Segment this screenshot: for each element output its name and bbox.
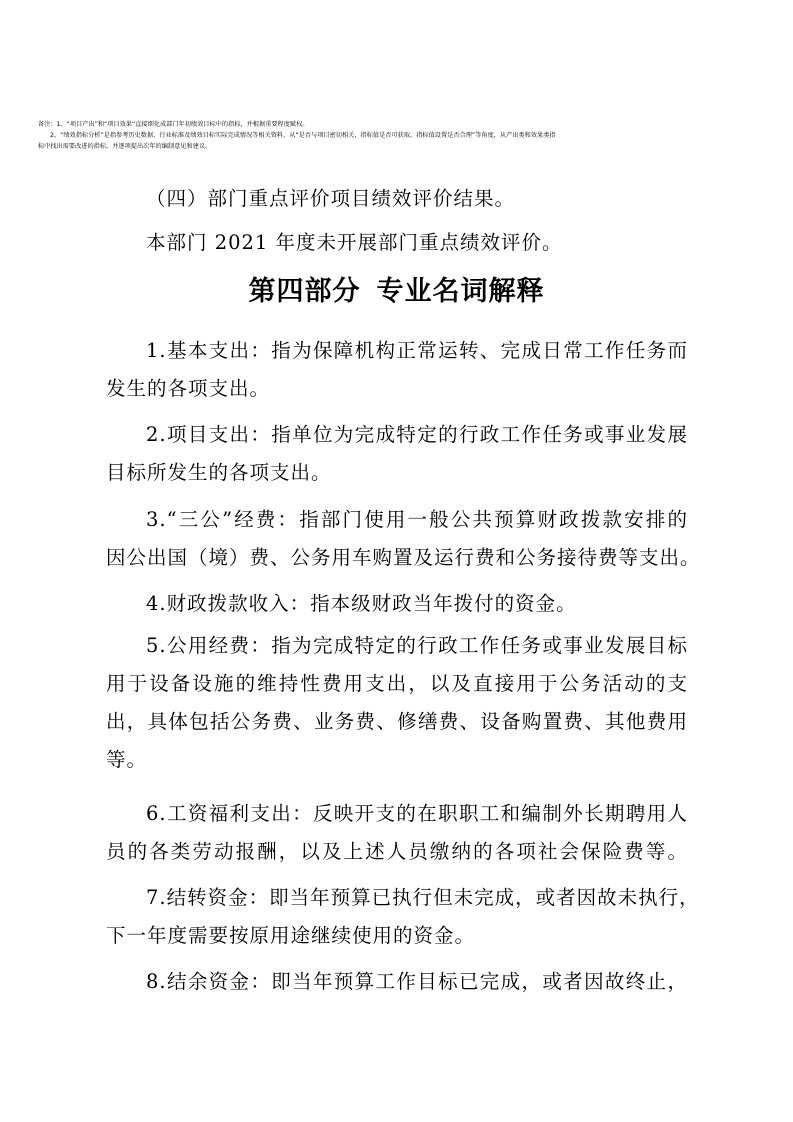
- term-5-line-3: 出，具体包括公务费、业务费、修缮费、设备购置费、其他费用: [106, 710, 688, 733]
- term-5-line-4: 等。: [106, 748, 148, 771]
- footnote-line-3: 标中找出需要改进的指标，并逐项提出次年的编制意见和建议。: [38, 143, 212, 150]
- term-1-line-2: 发生的各项支出。: [106, 377, 271, 400]
- section-text: 本部门 2021 年度未开展部门重点绩效评价。: [146, 231, 563, 254]
- term-3-line-1: 3.“三公”经费：指部门使用一般公共预算财政拨款安排的: [146, 508, 688, 531]
- term-7-line-2: 下一年度需要按原用途继续使用的资金。: [106, 924, 476, 947]
- term-5-line-1: 5.公用经费：指为完成特定的行政工作任务或事业发展目标: [146, 634, 688, 657]
- footnote-line-2: 2、“绩效指标分析”是指参考历史数据、行业标准及绩效目标实际完成情况等相关资料，从“是否与项目密切相关，指标值是否可获取，指标值设置是否合理”等角度，从产出类和效果类指: [50, 132, 556, 139]
- term-2-line-2: 目标所发生的各项支出。: [106, 461, 332, 484]
- term-6-line-2: 员的各类劳动报酬，以及上述人员缴纳的各项社会保险费等。: [106, 840, 688, 863]
- term-5-line-2: 用于设备设施的维持性费用支出，以及直接用于公务活动的支: [106, 672, 688, 695]
- term-3-line-2: 因公出国（境）费、公务用车购置及运行费和公务接待费等支出。: [106, 546, 701, 569]
- part-title: [0, 274, 793, 310]
- term-4-line-1: 4.财政拨款收入：指本级财政当年拨付的资金。: [146, 592, 577, 615]
- term-6-line-1: 6.工资福利支出：反映开支的在职职工和编制外长期聘用人: [146, 802, 688, 825]
- footnote-line-1: 备注：1、“项目产出”和“项目效果”直接细化成部门年初绩效目标中的指标，并根据重要程度赋权。: [38, 121, 309, 128]
- section-heading: （四）部门重点评价项目绩效评价结果。: [146, 187, 516, 210]
- term-8-line-1: 8.结余资金：即当年预算工作目标已完成，或者因故终止，: [146, 970, 688, 993]
- part-title-name: 专业名词解释: [376, 276, 545, 307]
- part-title-number: 第四部分: [248, 276, 361, 307]
- term-7-line-1: 7.结转资金：即当年预算已执行但未完成，或者因故未执行，: [146, 886, 700, 909]
- term-2-line-1: 2.项目支出：指单位为完成特定的行政工作任务或事业发展: [146, 423, 688, 446]
- term-1-line-1: 1.基本支出：指为保障机构正常运转、完成日常工作任务而: [146, 339, 688, 362]
